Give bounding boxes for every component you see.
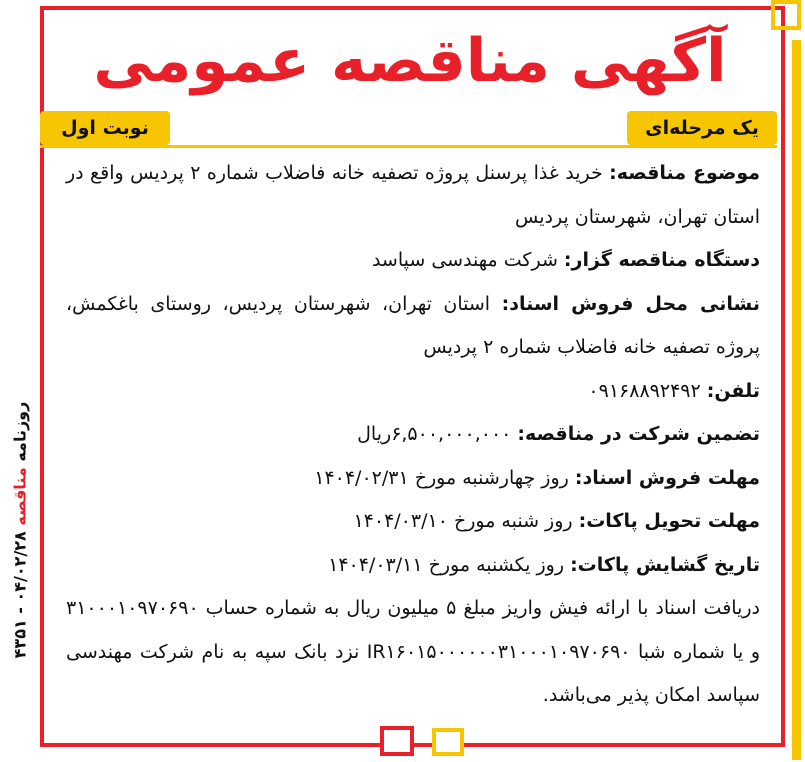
sale-deadline-row bbox=[66, 457, 760, 501]
subject-value: خرید غذا پرسنل پروژه تصفیه خانه فاضلاب شماره ۲ پردیس واقع در استان تهران، شهرستان پردیس bbox=[66, 162, 760, 228]
guarantee-row bbox=[66, 413, 760, 457]
address-row bbox=[66, 283, 760, 370]
subject-label: موضوع مناقصه: bbox=[609, 162, 760, 184]
yellow-corner-square bbox=[771, 0, 801, 30]
delivery-deadline-row bbox=[66, 500, 760, 544]
payment-paragraph: دریافت اسناد با ارائه فیش واریز مبلغ ۵ میلیون ریال به شماره حساب ۳۱۰۰۰۱۰۹۷۰۶۹۰ و یا شماره شبا IR۱۶۰۱۵۰۰۰۰۰۰۳۱۰۰۰۱۰۹۷۰۶۹۰ نزد بانک سپه به نام شرکت مهندسی سپاسد امکان پذیر می‌باشد. bbox=[66, 597, 760, 706]
newspaper-credit-text bbox=[11, 402, 30, 659]
phone-value: ۰۹۱۶۸۸۹۲۴۹۲ bbox=[588, 379, 701, 402]
newspaper-credit bbox=[0, 330, 40, 730]
delivery-deadline-label: مهلت تحویل پاکات: bbox=[578, 510, 760, 532]
guarantee-label: تضمین شرکت در مناقصه: bbox=[517, 423, 760, 445]
phone-label: تلفن: bbox=[706, 379, 760, 402]
yellow-decor-square bbox=[432, 728, 464, 756]
sale-deadline-label: مهلت فروش اسناد: bbox=[574, 466, 760, 489]
band-divider bbox=[40, 145, 777, 148]
org-label: دستگاه مناقصه گزار: bbox=[563, 249, 760, 271]
sale-deadline-value: روز چهارشنبه مورخ ۱۴۰۴/۰۲/۳۱ bbox=[314, 466, 569, 489]
yellow-side-bar bbox=[792, 40, 801, 760]
delivery-deadline-value: روز شنبه مورخ ۱۴۰۴/۰۳/۱۰ bbox=[353, 510, 573, 532]
ad-body bbox=[66, 152, 760, 718]
stage-label: یک مرحله‌ای bbox=[627, 111, 777, 145]
newspaper-name: روزنامه bbox=[10, 401, 30, 462]
subject-row bbox=[66, 152, 760, 239]
phone-row bbox=[66, 370, 760, 414]
opening-label: تاریخ گشایش پاکات: bbox=[570, 553, 760, 576]
address-label: نشانی محل فروش اسناد: bbox=[501, 292, 760, 315]
issue-info: ۰۴/۰۲/۲۸ - ۴۳۵۱ bbox=[10, 531, 30, 659]
newspaper-logo: مناقصه bbox=[10, 467, 30, 526]
opening-value: روز یکشنبه مورخ ۱۴۰۴/۰۳/۱۱ bbox=[328, 553, 565, 576]
guarantee-value: ۶,۵۰۰,۰۰۰,۰۰۰ریال bbox=[357, 423, 512, 445]
org-row bbox=[66, 239, 760, 283]
org-value: شرکت مهندسی سپاسد bbox=[371, 249, 558, 271]
red-decor-square bbox=[380, 726, 414, 756]
opening-row bbox=[66, 544, 760, 588]
ad-title: آگهی مناقصه عمومی bbox=[93, 26, 727, 96]
address-value: استان تهران، شهرستان پردیس، روستای باغکمش، پروژه تصفیه خانه فاضلاب شماره ۲ پردیس bbox=[66, 292, 760, 358]
round-label: نوبت اول bbox=[40, 111, 170, 145]
